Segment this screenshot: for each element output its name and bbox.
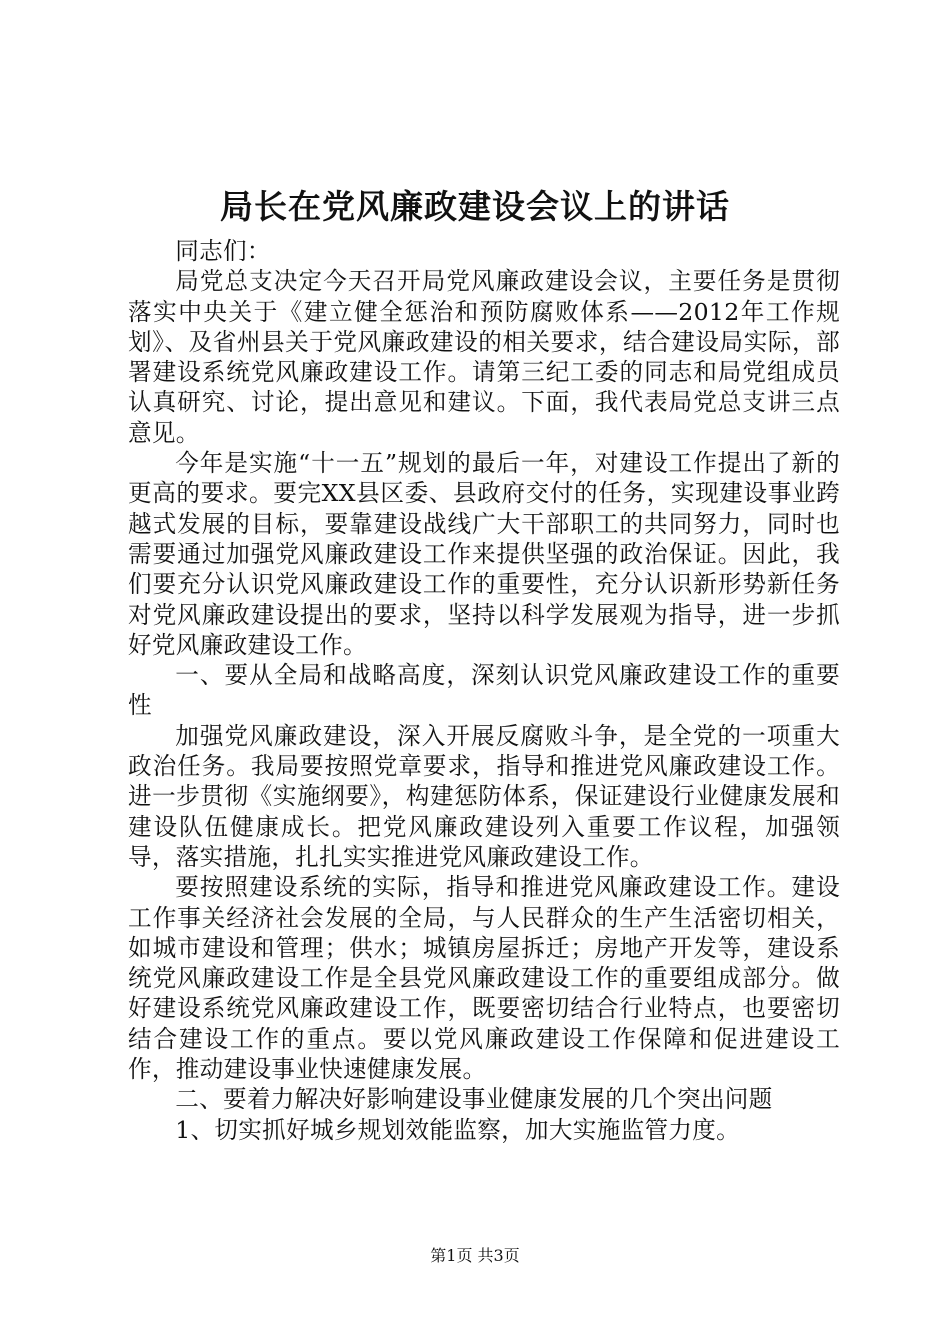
section-heading: 二、要着力解决好影响建设事业健康发展的几个突出问题 [175,1085,773,1114]
document-title: 局长在党风廉政建设会议上的讲话 [220,187,730,226]
paragraph: 今年是实施“十一五”规划的最后一年，对建设工作提出了新的更高的要求。要完XX县区委、县政府交付的任务，实现建设事业跨越式发展的目标，要靠建设战线广大干部职工的共同努力，同时也需要通过加强党风廉政建设工作来提供坚强的政治保证。因此，我们要充分认识党风廉政建设工作的重要性，充分认识新形势新任务对党风廉政建设提出的要求，坚持以科学发展观为指导，进一步抓好党风廉政建设工作。 [128,449,840,659]
page-number-footer: 第1页 共3页 [430,1246,520,1265]
paragraph: 局党总支决定今天召开局党风廉政建设会议，主要任务是贯彻落实中央关于《建立健全惩治和预防腐败体系——2012年工作规划》、及省州县关于党风廉政建设的相关要求，结合建设局实际，部署建设系统党风廉政建设工作。请第三纪工委的同志和局党组成员认真研究、讨论，提出意见和建议。下面，我代表局党总支讲三点意见。 [128,267,840,447]
subsection-heading: 1、切实抓好城乡规划效能监察，加大实施监管力度。 [175,1115,741,1144]
paragraph: 加强党风廉政建设，深入开展反腐败斗争，是全党的一项重大政治任务。我局要按照党章要求，指导和推进党风廉政建设工作。进一步贯彻《实施纲要》，构建惩防体系，保证建设行业健康发展和建设队伍健康成长。把党风廉政建设列入重要工作议程，加强领导，落实措施，扎扎实实推进党风廉政建设工作。 [128,721,840,871]
paragraph: 要按照建设系统的实际，指导和推进党风廉政建设工作。建设工作事关经济社会发展的全局，与人民群众的生产生活密切相关，如城市建设和管理；供水；城镇房屋拆迁；房地产开发等，建设系统党风廉政建设工作是全县党风廉政建设工作的重要组成部分。做好建设系统党风廉政建设工作，既要密切结合行业特点，也要密切结合建设工作的重点。要以党风廉政建设工作保障和促进建设工作，推动建设事业快速健康发展。 [128,873,840,1084]
section-heading: 一、要从全局和战略高度，深刻认识党风廉政建设工作的重要性 [128,661,840,720]
document-body [128,236,840,1145]
salutation: 同志们： [175,237,271,265]
